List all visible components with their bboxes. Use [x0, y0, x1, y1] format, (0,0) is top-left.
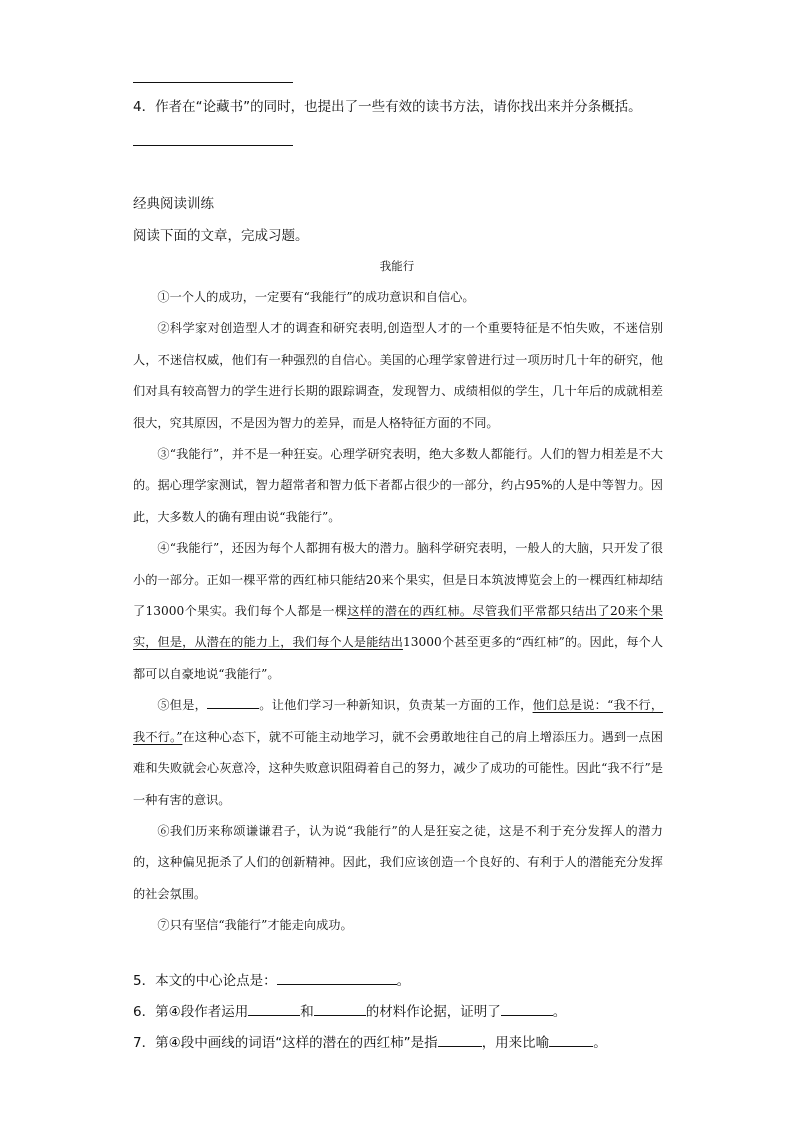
- paragraph-5: [133, 690, 663, 816]
- fill-blank[interactable]: [248, 1003, 300, 1016]
- article-body: [133, 282, 663, 942]
- question-7-text: 7．第④段中画线的词语“这样的潜在的西红柿”是指: [133, 1035, 438, 1051]
- paragraph-1: ①一个人的成功，一定要有“我能行”的成功意识和自信心。: [157, 290, 475, 304]
- fill-blank[interactable]: [207, 696, 259, 709]
- article-title: 我能行: [379, 259, 415, 273]
- fill-blank[interactable]: [314, 1003, 366, 1016]
- paragraph-3: ③“我能行”，并不是一种狂妄。心理学研究表明，绝大多数人都能行。人们的智力相差是不大的。据心理学家测试，智力超常者和智力低下者都占很少的一部分，约占95%的人是中等智力。因此，大多数人的确有理由说“我能行”。: [133, 447, 663, 524]
- question-6-end: 。: [552, 1004, 567, 1020]
- question-5-end: 。: [396, 973, 411, 989]
- section-instruction: 阅读下面的文章，完成习题。: [133, 228, 309, 244]
- paragraph-6: ⑥我们历来称颂谦谦君子，认为说“我能行”的人是狂妄之徒，这是不利于充分发挥人的潜力的，这种偏见扼杀了人们的创新精神。因此，我们应该创造一个良好的、有利于人的潜能充分发挥的社会氛围。: [133, 823, 663, 901]
- answer-line: [133, 145, 293, 146]
- paragraph-4-text: ④“我能行”，还因为每个人都拥有极大的潜力。脑科学研究表明，一般人的大脑，只开发了很小的一部分。正如一棵平常的西红柿只能结20来个果实，但是日本筑波博览会上的一棵西红柿却结了13000个果实。我们每个人都是一棵: [133, 541, 663, 619]
- paragraph-7: ⑦只有坚信“我能行”才能走向成功。: [157, 918, 353, 933]
- question-5-text: 5．本文的中心论点是：: [133, 973, 277, 989]
- question-6-text: 和: [300, 1004, 314, 1020]
- question-7: [133, 1034, 607, 1052]
- paragraph-4: [133, 533, 663, 690]
- answer-line: [133, 82, 293, 83]
- fill-blank[interactable]: [438, 1034, 482, 1047]
- paragraph-5-text: ⑤但是，: [157, 698, 208, 713]
- question-7-text: ，用来比喻: [481, 1035, 550, 1051]
- paragraph-4-text: 13000个甚至更多的“西红柿”的。因此，每个人都可以自豪地说“我能行”。: [133, 635, 664, 681]
- question-6-text: 6．第④段作者运用: [133, 1004, 249, 1020]
- underlined-phrase: 这样的潜在的西红柿。尽管我们平常都只结出了20来个果实，但是，从潜在的能力上，我们每个人是能结出: [133, 604, 663, 650]
- paragraph-5-text: 在这种心态下，就不可能主动地学习，就不会勇敢地往自己的肩上增添压力。遇到一点困难和失败就会心灰意冷，这种失败意识阻碍着自己的努力，减少了成功的可能性。因此“我不行”是一种有害的意识。: [133, 729, 663, 807]
- question-4: 4．作者在“论藏书”的同时，也提出了一些有效的读书方法，请你找出来并分条概括。: [133, 99, 642, 115]
- fill-blank[interactable]: [277, 972, 397, 985]
- paragraph-5-text: 。让他们学习一种新知识，负责某一方面的工作，: [259, 698, 533, 713]
- fill-blank[interactable]: [549, 1034, 593, 1047]
- underlined-phrase: 他们总是说：“我不行，我不行。”: [133, 698, 664, 744]
- question-6: [133, 1003, 566, 1021]
- question-5: [133, 972, 410, 990]
- section-title: 经典阅读训练: [133, 196, 214, 212]
- question-7-end: 。: [593, 1035, 607, 1051]
- fill-blank[interactable]: [501, 1003, 553, 1016]
- question-6-text: 的材料作论据，证明了: [365, 1004, 501, 1020]
- paragraph-2: ②科学家对创造型人才的调查和研究表明,创造型人才的一个重要特征是不怕失败，不迷信别人，不迷信权威，他们有一种强烈的自信心。美国的心理学家曾进行过一项历时几十年的研究，他们对具有较高智力的学生进行长期的跟踪调查，发现智力、成绩相似的学生，几十年后的成就相差很大，究其原因，不是因为智力的差异，而是人格特征方面的不同。: [133, 321, 663, 430]
